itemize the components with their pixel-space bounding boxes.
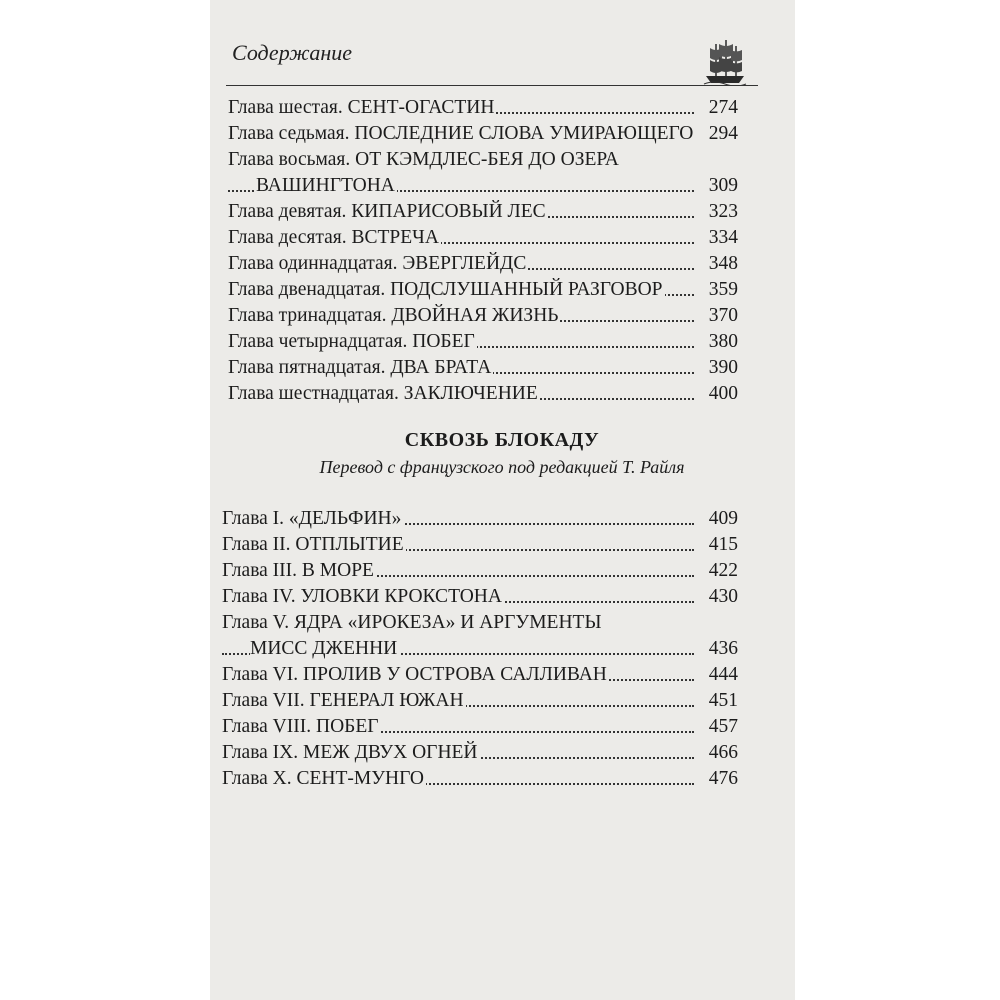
toc-page-number: 370 — [698, 303, 738, 329]
section-title: СКВОЗЬ БЛОКАДУ — [404, 429, 600, 451]
toc-entry — [228, 225, 738, 251]
toc-entry-title: Глава VI. ПРОЛИВ У ОСТРОВА САЛЛИВАН — [222, 662, 609, 688]
toc-page-number: 380 — [698, 329, 738, 355]
toc-page-number: 390 — [698, 355, 738, 381]
toc-entry-title: Глава восьмая. ОТ КЭМДЛЕС-БЕЯ ДО ОЗЕРА — [228, 147, 621, 173]
toc-list-part1 — [228, 95, 738, 407]
toc-page-number: 400 — [698, 381, 738, 407]
toc-entry-title: Глава II. ОТПЛЫТИЕ — [222, 532, 406, 558]
toc-entry — [222, 506, 738, 532]
toc-page-number: 422 — [698, 558, 738, 584]
toc-entry-title-continued: МИСС ДЖЕННИ — [250, 636, 399, 662]
toc-entry — [228, 251, 738, 277]
toc-page-number: 294 — [698, 121, 738, 147]
toc-entry-title: Глава IX. МЕЖ ДВУХ ОГНЕЙ — [222, 740, 480, 766]
toc-entry — [228, 199, 738, 225]
toc-entry — [222, 688, 738, 714]
toc-page-number: 436 — [698, 636, 738, 662]
toc-page-number: 476 — [698, 766, 738, 792]
toc-page-number: 274 — [698, 95, 738, 121]
toc-entry — [228, 303, 738, 329]
toc-entry-title: Глава тринадцатая. ДВОЙНАЯ ЖИЗНЬ — [228, 303, 560, 329]
toc-entry-continuation — [222, 636, 738, 662]
toc-entry-title: Глава пятнадцатая. ДВА БРАТА — [228, 355, 493, 381]
toc-page-number: 451 — [698, 688, 738, 714]
sailing-ship-icon — [702, 38, 748, 86]
toc-entry-title: Глава двенадцатая. ПОДСЛУШАННЫЙ РАЗГОВОР — [228, 277, 665, 303]
section-subtitle: Перевод с французского под редакцией Т. Райля — [319, 457, 685, 477]
toc-entry — [228, 355, 738, 381]
toc-entry-title: Глава I. «ДЕЛЬФИН» — [222, 506, 403, 532]
toc-page-number: 359 — [698, 277, 738, 303]
toc-entry — [222, 558, 738, 584]
toc-page-number: 444 — [698, 662, 738, 688]
toc-entry-title: Глава III. В МОРЕ — [222, 558, 376, 584]
toc-entry-title: Глава шестнадцатая. ЗАКЛЮЧЕНИЕ — [228, 381, 540, 407]
toc-entry-title: Глава V. ЯДРА «ИРОКЕЗА» И АРГУМЕНТЫ — [222, 610, 603, 636]
toc-entry — [222, 714, 738, 740]
toc-entry-title: Глава X. СЕНТ-МУНГО — [222, 766, 426, 792]
toc-entry-title: Глава VII. ГЕНЕРАЛ ЮЖАН — [222, 688, 466, 714]
toc-entry — [222, 532, 738, 558]
toc-entry-title: Глава четырнадцатая. ПОБЕГ — [228, 329, 477, 355]
toc-entry — [228, 121, 738, 147]
toc-entry-title: Глава седьмая. ПОСЛЕДНИЕ СЛОВА УМИРАЮЩЕГО — [228, 121, 695, 147]
toc-entry — [228, 95, 738, 121]
toc-page-number: 457 — [698, 714, 738, 740]
toc-entry — [222, 766, 738, 792]
toc-entry — [228, 277, 738, 303]
toc-entry-title: Глава девятая. КИПАРИСОВЫЙ ЛЕС — [228, 199, 548, 225]
toc-entry — [228, 381, 738, 407]
toc-page-number: 430 — [698, 584, 738, 610]
toc-entry-title: Глава IV. УЛОВКИ КРОКСТОНА — [222, 584, 504, 610]
toc-entry-title: Глава шестая. СЕНТ-ОГАСТИН — [228, 95, 496, 121]
toc-entry-title: Глава одиннадцатая. ЭВЕРГЛЕЙДС — [228, 251, 528, 277]
toc-entry — [222, 610, 738, 636]
toc-entry-title: Глава десятая. ВСТРЕЧА — [228, 225, 441, 251]
toc-page-number: 409 — [698, 506, 738, 532]
toc-page-number: 334 — [698, 225, 738, 251]
toc-page-number: 323 — [698, 199, 738, 225]
header-rule — [226, 85, 758, 86]
toc-page-number: 309 — [698, 173, 738, 199]
toc-entry — [222, 584, 738, 610]
toc-entry — [222, 662, 738, 688]
toc-entry — [228, 147, 738, 173]
toc-list-part2 — [222, 506, 738, 792]
toc-entry-title-continued: ВАШИНГТОНА — [256, 173, 397, 199]
toc-page-number: 466 — [698, 740, 738, 766]
toc-entry-continuation — [228, 173, 738, 199]
toc-entry — [222, 740, 738, 766]
toc-page-number: 348 — [698, 251, 738, 277]
toc-page-number: 415 — [698, 532, 738, 558]
page-header-title: Содержание — [232, 40, 353, 65]
toc-entry — [228, 329, 738, 355]
toc-entry-title: Глава VIII. ПОБЕГ — [222, 714, 381, 740]
